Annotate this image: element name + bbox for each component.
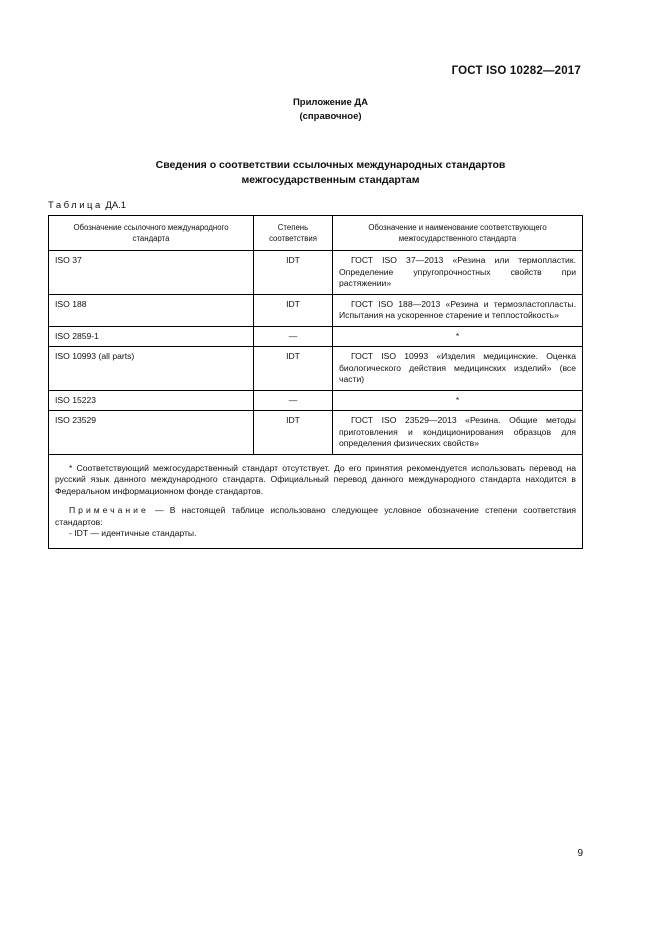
correspondence-table xyxy=(48,215,583,549)
note-label: Примечание xyxy=(69,505,149,515)
page-number: 9 xyxy=(577,848,583,859)
appendix-heading xyxy=(0,96,661,124)
standard-code: ГОСТ ISO 10282—2017 xyxy=(451,65,581,77)
ref-cell: ISO 15223 xyxy=(49,390,254,411)
table-label-number: ДА.1 xyxy=(102,200,127,211)
degree-cell: — xyxy=(254,390,333,411)
degree-cell: — xyxy=(254,326,333,347)
note-text: — В настоящей таблице использовано следующее условное обозначение степени соответствия стандартов: xyxy=(55,505,576,527)
doc-cell: ГОСТ ISO 37—2013 «Резина или термопластик. Определение упругопрочностных свойств при растяжении» xyxy=(333,251,583,295)
table-header-row xyxy=(49,216,583,251)
column-header-doc: Обозначение и наименование соответствующего межгосударственного стандарта xyxy=(333,216,583,251)
degree-cell: IDT xyxy=(254,347,333,391)
table-row xyxy=(49,347,583,391)
footnote-text: * Соответствующий межгосударственный стандарт отсутствует. До его принятия рекомендуется использовать перевод на русский язык данного международного стандарта. Официальный перевод данного международного стандарта находится в Федеральном информационном фонде стандартов. xyxy=(55,462,576,496)
ref-cell: ISO 2859-1 xyxy=(49,326,254,347)
table-row xyxy=(49,251,583,295)
section-title-line2: межгосударственным стандартам xyxy=(241,174,420,186)
ref-cell: ISO 10993 (all parts) xyxy=(49,347,254,391)
column-header-ref: Обозначение ссылочного международного стандарта xyxy=(49,216,254,251)
footnote-cell xyxy=(49,454,583,548)
doc-cell: ГОСТ ISO 10993 «Изделия медицинские. Оценка биологического действия медицинских изделий» (все части) xyxy=(333,347,583,391)
ref-cell: ISO 37 xyxy=(49,251,254,295)
ref-cell: ISO 23529 xyxy=(49,411,254,455)
doc-cell: * xyxy=(333,326,583,347)
table-note xyxy=(55,505,576,528)
doc-cell: ГОСТ ISO 23529—2013 «Резина. Общие методы приготовления и кондиционирования образцов для определения физических свойств» xyxy=(333,411,583,455)
section-title-line1: Сведения о соответствии ссылочных международных стандартов xyxy=(155,159,506,171)
ref-cell: ISO 188 xyxy=(49,294,254,326)
note-item: - IDT — идентичные стандарты. xyxy=(69,528,197,538)
table-footnote-row xyxy=(49,454,583,548)
appendix-subtitle: (справочное) xyxy=(299,111,362,122)
table-label xyxy=(48,200,126,211)
table-row xyxy=(49,326,583,347)
section-title xyxy=(0,158,661,188)
appendix-title: Приложение ДА xyxy=(292,97,369,108)
table-row xyxy=(49,294,583,326)
doc-cell: * xyxy=(333,390,583,411)
table-row xyxy=(49,390,583,411)
degree-cell: IDT xyxy=(254,411,333,455)
table-row xyxy=(49,411,583,455)
degree-cell: IDT xyxy=(254,294,333,326)
degree-cell: IDT xyxy=(254,251,333,295)
doc-cell: ГОСТ ISO 188—2013 «Резина и термоэластопласты. Испытания на ускоренное старение и теплостойкость» xyxy=(333,294,583,326)
table-label-prefix: Таблица xyxy=(48,200,103,211)
column-header-degree: Степень соответствия xyxy=(254,216,333,251)
